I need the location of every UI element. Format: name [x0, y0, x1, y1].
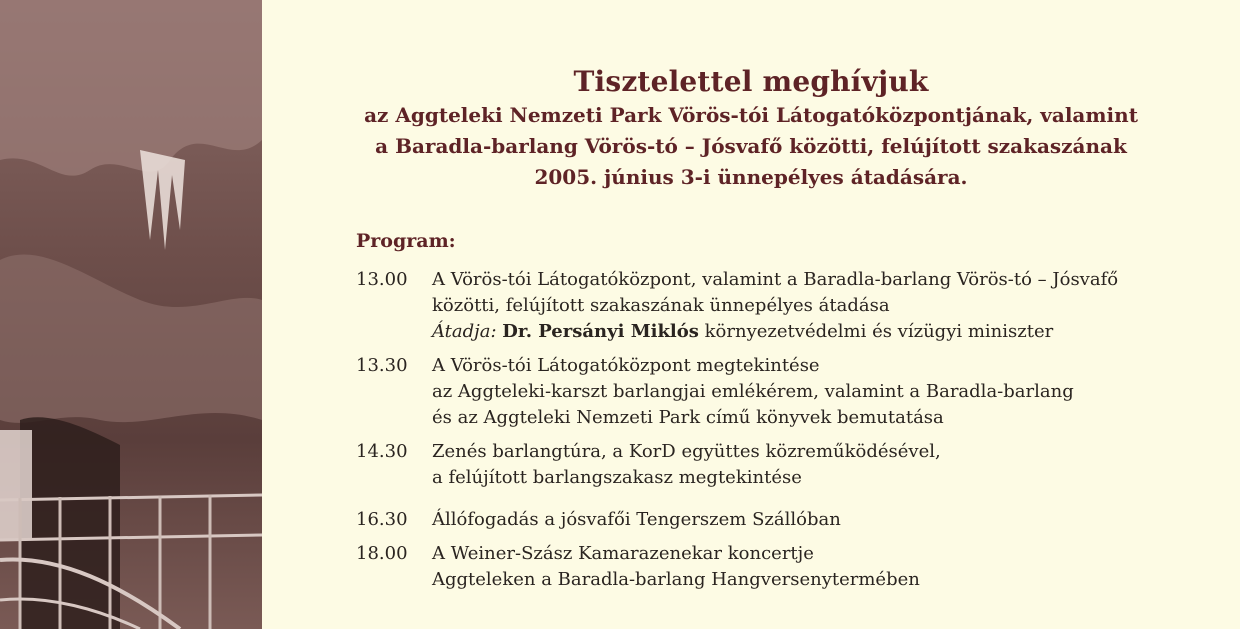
invitation-content	[262, 0, 1240, 629]
cave-photo-illustration	[0, 0, 262, 629]
program-description	[432, 267, 1212, 345]
presenter-title: környezetvédelmi és vízügyi miniszter	[704, 321, 1054, 342]
invitation-line-2: a Baradla-barlang Vörös-tó – Jósvafő közötti, felújított szakaszának	[375, 134, 1127, 158]
program-line: A Vörös-tói Látogatóközpont, valamint a Baradla-barlang Vörös-tó – Jósvafő	[432, 269, 1119, 290]
invitation-line-3: 2005. június 3-i ünnepélyes átadására.	[534, 165, 968, 189]
program-line: az Aggteleki-karszt barlangjai emlékérem, valamint a Baradla-barlang	[432, 381, 1074, 402]
program-line: A Weiner-Szász Kamarazenekar koncertje	[432, 543, 814, 564]
presenter-label: Átadja:	[432, 321, 497, 342]
program-line: a felújított barlangszakasz megtekintése	[432, 467, 802, 488]
program-line: Aggteleken a Baradla-barlang Hangversenytermében	[432, 569, 920, 590]
program-label: Program:	[356, 230, 456, 252]
cave-photo	[0, 0, 262, 629]
program-time: 13.30	[356, 355, 408, 376]
program-line: Zenés barlangtúra, a KorD együttes közreműködésével,	[432, 441, 941, 462]
invitation-line-1: az Aggteleki Nemzeti Park Vörös-tói Látogatóközpontjának, valamint	[364, 103, 1138, 127]
program-line: Állófogadás a jósvafői Tengerszem Szállóban	[432, 509, 841, 530]
presenter-line	[432, 319, 1212, 345]
program-description	[432, 439, 1212, 491]
presenter-name: Dr. Persányi Miklós	[502, 321, 699, 342]
program-time: 13.00	[356, 269, 408, 290]
program-line: közötti, felújított szakaszának ünnepélyes átadása	[432, 295, 890, 316]
program-time: 16.30	[356, 509, 408, 530]
program-time: 18.00	[356, 543, 408, 564]
program-description	[432, 541, 1212, 593]
program-description	[432, 353, 1212, 431]
program-line: A Vörös-tói Látogatóközpont megtekintése	[432, 355, 820, 376]
program-line: és az Aggteleki Nemzeti Park című könyvek bemutatása	[432, 407, 944, 428]
program-time: 14.30	[356, 441, 408, 462]
program-description	[432, 507, 1212, 533]
invitation-title: Tisztelettel meghívjuk	[573, 65, 929, 98]
invitation-header	[262, 64, 1240, 193]
